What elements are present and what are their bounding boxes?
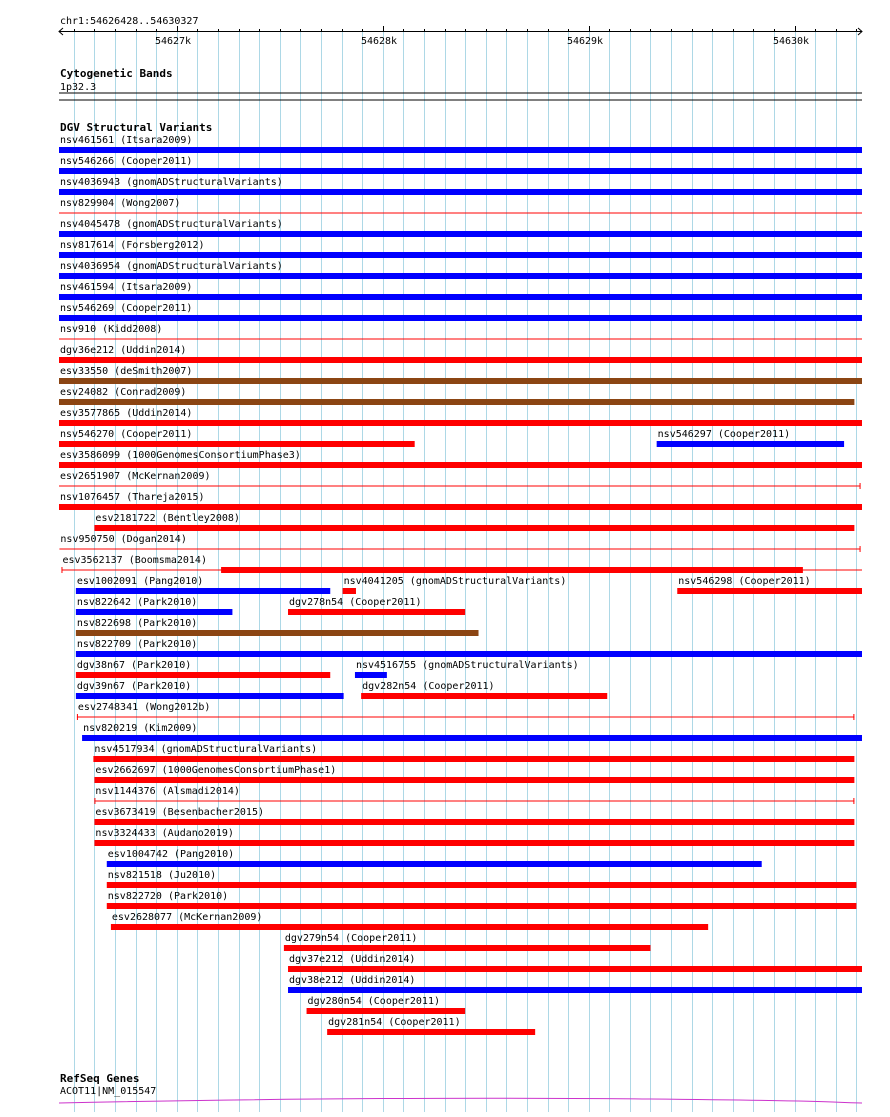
sv-label: esv3586099 (1000GenomesConsortiumPhase3) bbox=[60, 450, 301, 461]
sv-label: nsv822698 (Park2010) bbox=[76, 618, 198, 629]
sv-feature[interactable] bbox=[59, 492, 862, 510]
sv-feature[interactable] bbox=[61, 555, 862, 573]
sv-label: nsv829904 (Wong2007) bbox=[60, 198, 181, 209]
sv-feature[interactable] bbox=[59, 177, 862, 195]
cytoband-label: 1p32.3 bbox=[60, 82, 97, 93]
sv-bar[interactable] bbox=[288, 966, 862, 972]
sv-label: esv3673419 (Besenbacher2015) bbox=[95, 807, 265, 818]
sv-feature[interactable] bbox=[76, 639, 862, 657]
sv-feature[interactable] bbox=[59, 198, 862, 213]
sv-feature[interactable] bbox=[94, 828, 854, 846]
sv-feature[interactable] bbox=[343, 576, 567, 594]
sv-feature[interactable] bbox=[76, 597, 233, 615]
sv-bar[interactable] bbox=[76, 693, 344, 699]
sv-thick-segment[interactable] bbox=[221, 567, 803, 573]
sv-feature[interactable] bbox=[59, 534, 860, 552]
sv-bar[interactable] bbox=[288, 987, 862, 993]
sv-label: esv2628077 (McKernan2009) bbox=[111, 912, 263, 923]
sv-bar[interactable] bbox=[59, 315, 862, 321]
sv-bar[interactable] bbox=[107, 861, 762, 867]
sv-feature[interactable] bbox=[288, 975, 862, 993]
sv-label: dgv279n54 (Cooper2011) bbox=[284, 933, 418, 944]
sv-bar[interactable] bbox=[59, 273, 862, 279]
sv-bar[interactable] bbox=[361, 693, 607, 699]
sv-label: nsv1076457 (Thareja2015) bbox=[60, 492, 205, 503]
sv-bar[interactable] bbox=[288, 609, 465, 615]
sv-bar[interactable] bbox=[111, 924, 708, 930]
sv-feature[interactable] bbox=[94, 513, 854, 531]
sv-label: nsv822642 (Park2010) bbox=[76, 597, 198, 608]
sv-feature[interactable] bbox=[59, 387, 854, 405]
sv-feature[interactable] bbox=[288, 597, 465, 615]
sv-label: dgv281n54 (Cooper2011) bbox=[328, 1017, 461, 1028]
sv-label: nsv821518 (Ju2010) bbox=[107, 870, 217, 881]
sv-feature[interactable] bbox=[82, 723, 862, 741]
sv-label: nsv910 (Kidd2008) bbox=[60, 324, 163, 335]
sv-label: nsv546270 (Cooper2011) bbox=[60, 429, 193, 440]
sv-label: nsv461561 (Itsara2009) bbox=[60, 135, 193, 146]
sv-label: nsv950750 (Dogan2014) bbox=[60, 534, 187, 545]
sv-bar[interactable] bbox=[657, 441, 844, 447]
sv-bar[interactable] bbox=[107, 903, 857, 909]
sv-bar[interactable] bbox=[94, 819, 854, 825]
ruler-tick-label: 54630k bbox=[772, 36, 810, 47]
sv-feature[interactable] bbox=[59, 261, 862, 279]
ruler-tick-label: 54629k bbox=[566, 36, 604, 47]
sv-feature[interactable] bbox=[76, 681, 344, 699]
sv-feature[interactable] bbox=[59, 366, 862, 384]
sv-feature[interactable] bbox=[59, 450, 862, 468]
sv-label: esv3577865 (Uddin2014) bbox=[60, 408, 193, 419]
location-label: chr1:54626428..54630327 bbox=[60, 16, 199, 27]
sv-label: nsv1144376 (Alsmadi2014) bbox=[95, 786, 240, 797]
dgv-track bbox=[59, 135, 862, 1035]
sv-feature[interactable] bbox=[76, 618, 479, 636]
refseq-track-title: RefSeq Genes bbox=[60, 1072, 140, 1085]
sv-bar[interactable] bbox=[59, 399, 854, 405]
sv-label: esv2748341 (Wong2012b) bbox=[77, 702, 211, 713]
sv-bar[interactable] bbox=[59, 462, 862, 468]
sv-bar[interactable] bbox=[94, 777, 854, 783]
coordinate-ruler[interactable] bbox=[59, 26, 862, 47]
sv-bar[interactable] bbox=[355, 672, 387, 678]
sv-bar[interactable] bbox=[59, 441, 415, 447]
sv-label: esv1002091 (Pang2010) bbox=[76, 576, 204, 587]
sv-label: dgv280n54 (Cooper2011) bbox=[307, 996, 441, 1007]
sv-bar[interactable] bbox=[76, 672, 330, 678]
sv-bar[interactable] bbox=[59, 357, 862, 363]
sv-label: dgv36e212 (Uddin2014) bbox=[60, 345, 187, 356]
sv-label: dgv39n67 (Park2010) bbox=[76, 681, 192, 692]
sv-label: esv24082 (Conrad2009) bbox=[60, 387, 187, 398]
sv-label: nsv546297 (Cooper2011) bbox=[657, 429, 791, 440]
sv-label: esv1004742 (Pang2010) bbox=[107, 849, 235, 860]
sv-bar[interactable] bbox=[327, 1029, 535, 1035]
sv-feature[interactable] bbox=[327, 1017, 535, 1035]
sv-feature[interactable] bbox=[107, 891, 857, 909]
sv-bar[interactable] bbox=[59, 231, 862, 237]
sv-feature[interactable] bbox=[59, 282, 862, 300]
sv-feature[interactable] bbox=[59, 471, 861, 489]
sv-bar[interactable] bbox=[94, 525, 854, 531]
sv-label: dgv38n67 (Park2010) bbox=[76, 660, 192, 671]
sv-label: nsv4036943 (gnomADStructuralVariants) bbox=[60, 177, 283, 188]
sv-bar[interactable] bbox=[59, 189, 862, 195]
sv-feature[interactable] bbox=[59, 429, 415, 447]
sv-label: dgv278n54 (Cooper2011) bbox=[289, 597, 422, 608]
sv-bar[interactable] bbox=[343, 588, 356, 594]
sv-feature[interactable] bbox=[107, 849, 762, 867]
sv-label: nsv3324433 (Audano2019) bbox=[95, 828, 234, 839]
sv-bar[interactable] bbox=[307, 1008, 466, 1014]
sv-feature[interactable] bbox=[59, 219, 862, 237]
sv-feature[interactable] bbox=[107, 870, 857, 888]
sv-feature[interactable] bbox=[94, 765, 854, 783]
sv-feature[interactable] bbox=[59, 408, 862, 426]
sv-bar[interactable] bbox=[59, 504, 862, 510]
sv-label: dgv37e212 (Uddin2014) bbox=[289, 954, 416, 965]
sv-feature[interactable] bbox=[59, 303, 862, 321]
sv-feature[interactable] bbox=[307, 996, 466, 1014]
sv-label: nsv820219 (Kim2009) bbox=[83, 723, 198, 734]
sv-bar[interactable] bbox=[94, 840, 854, 846]
sv-label: nsv822709 (Park2010) bbox=[76, 639, 198, 650]
sv-feature[interactable] bbox=[94, 786, 854, 804]
sv-feature[interactable] bbox=[361, 681, 607, 699]
sv-feature[interactable] bbox=[355, 660, 579, 678]
sv-label: nsv461594 (Itsara2009) bbox=[60, 282, 193, 293]
sv-bar[interactable] bbox=[76, 630, 479, 636]
gene-label: ACOT11|NM_015547 bbox=[60, 1086, 157, 1097]
sv-feature[interactable] bbox=[76, 660, 330, 678]
sv-feature[interactable] bbox=[59, 345, 862, 363]
sv-bar[interactable] bbox=[76, 588, 330, 594]
sv-bar[interactable] bbox=[59, 168, 862, 174]
sv-feature[interactable] bbox=[93, 744, 854, 762]
sv-label: nsv4516755 (gnomADStructuralVariants) bbox=[355, 660, 579, 671]
sv-label: nsv4036954 (gnomADStructuralVariants) bbox=[60, 261, 283, 272]
sv-bar[interactable] bbox=[59, 252, 862, 258]
sv-label: nsv4041205 (gnomADStructuralVariants) bbox=[343, 576, 567, 587]
sv-bar[interactable] bbox=[59, 420, 862, 426]
sv-label: esv2651907 (McKernan2009) bbox=[60, 471, 211, 482]
sv-label: nsv4045478 (gnomADStructuralVariants) bbox=[60, 219, 283, 230]
sv-bar[interactable] bbox=[93, 756, 854, 762]
sv-label: dgv38e212 (Uddin2014) bbox=[289, 975, 416, 986]
sv-label: nsv546298 (Cooper2011) bbox=[678, 576, 811, 587]
ruler-tick-label: 54627k bbox=[154, 36, 192, 47]
sv-feature[interactable] bbox=[288, 954, 862, 972]
sv-bar[interactable] bbox=[107, 882, 857, 888]
sv-label: esv2181722 (Bentley2008) bbox=[95, 513, 240, 524]
sv-label: nsv546269 (Cooper2011) bbox=[60, 303, 193, 314]
sv-label: dgv282n54 (Cooper2011) bbox=[362, 681, 495, 692]
sv-feature[interactable] bbox=[59, 240, 862, 258]
sv-label: esv33550 (deSmith2007) bbox=[60, 366, 193, 377]
sv-label: esv3562137 (Boomsma2014) bbox=[62, 555, 207, 566]
sv-feature[interactable] bbox=[76, 576, 330, 594]
gene-feature[interactable] bbox=[59, 1098, 862, 1103]
sv-feature[interactable] bbox=[59, 135, 862, 153]
gene-intron-line[interactable] bbox=[59, 1098, 862, 1103]
sv-bar[interactable] bbox=[284, 945, 651, 951]
dgv-track-title: DGV Structural Variants bbox=[60, 121, 213, 134]
sv-bar[interactable] bbox=[677, 588, 862, 594]
sv-label: nsv817614 (Forsberg2012) bbox=[60, 240, 205, 251]
sv-bar[interactable] bbox=[59, 294, 862, 300]
sv-feature[interactable] bbox=[677, 576, 862, 594]
sv-label: esv2662697 (1000GenomesConsortiumPhase1) bbox=[95, 765, 337, 776]
sv-feature[interactable] bbox=[59, 324, 862, 339]
sv-label: nsv822720 (Park2010) bbox=[107, 891, 229, 902]
sv-bar[interactable] bbox=[76, 609, 233, 615]
sv-bar[interactable] bbox=[59, 147, 862, 153]
sv-feature[interactable] bbox=[284, 933, 651, 951]
cytoband-track-title: Cytogenetic Bands bbox=[60, 67, 173, 80]
sv-bar[interactable] bbox=[76, 651, 862, 657]
sv-bar[interactable] bbox=[82, 735, 862, 741]
sv-feature[interactable] bbox=[111, 912, 708, 930]
sv-feature[interactable] bbox=[94, 807, 854, 825]
sv-feature[interactable] bbox=[59, 156, 862, 174]
ruler-tick-label: 54628k bbox=[360, 36, 398, 47]
sv-bar[interactable] bbox=[59, 378, 862, 384]
sv-label: nsv546266 (Cooper2011) bbox=[60, 156, 193, 167]
sv-label: nsv4517934 (gnomADStructuralVariants) bbox=[94, 744, 318, 755]
